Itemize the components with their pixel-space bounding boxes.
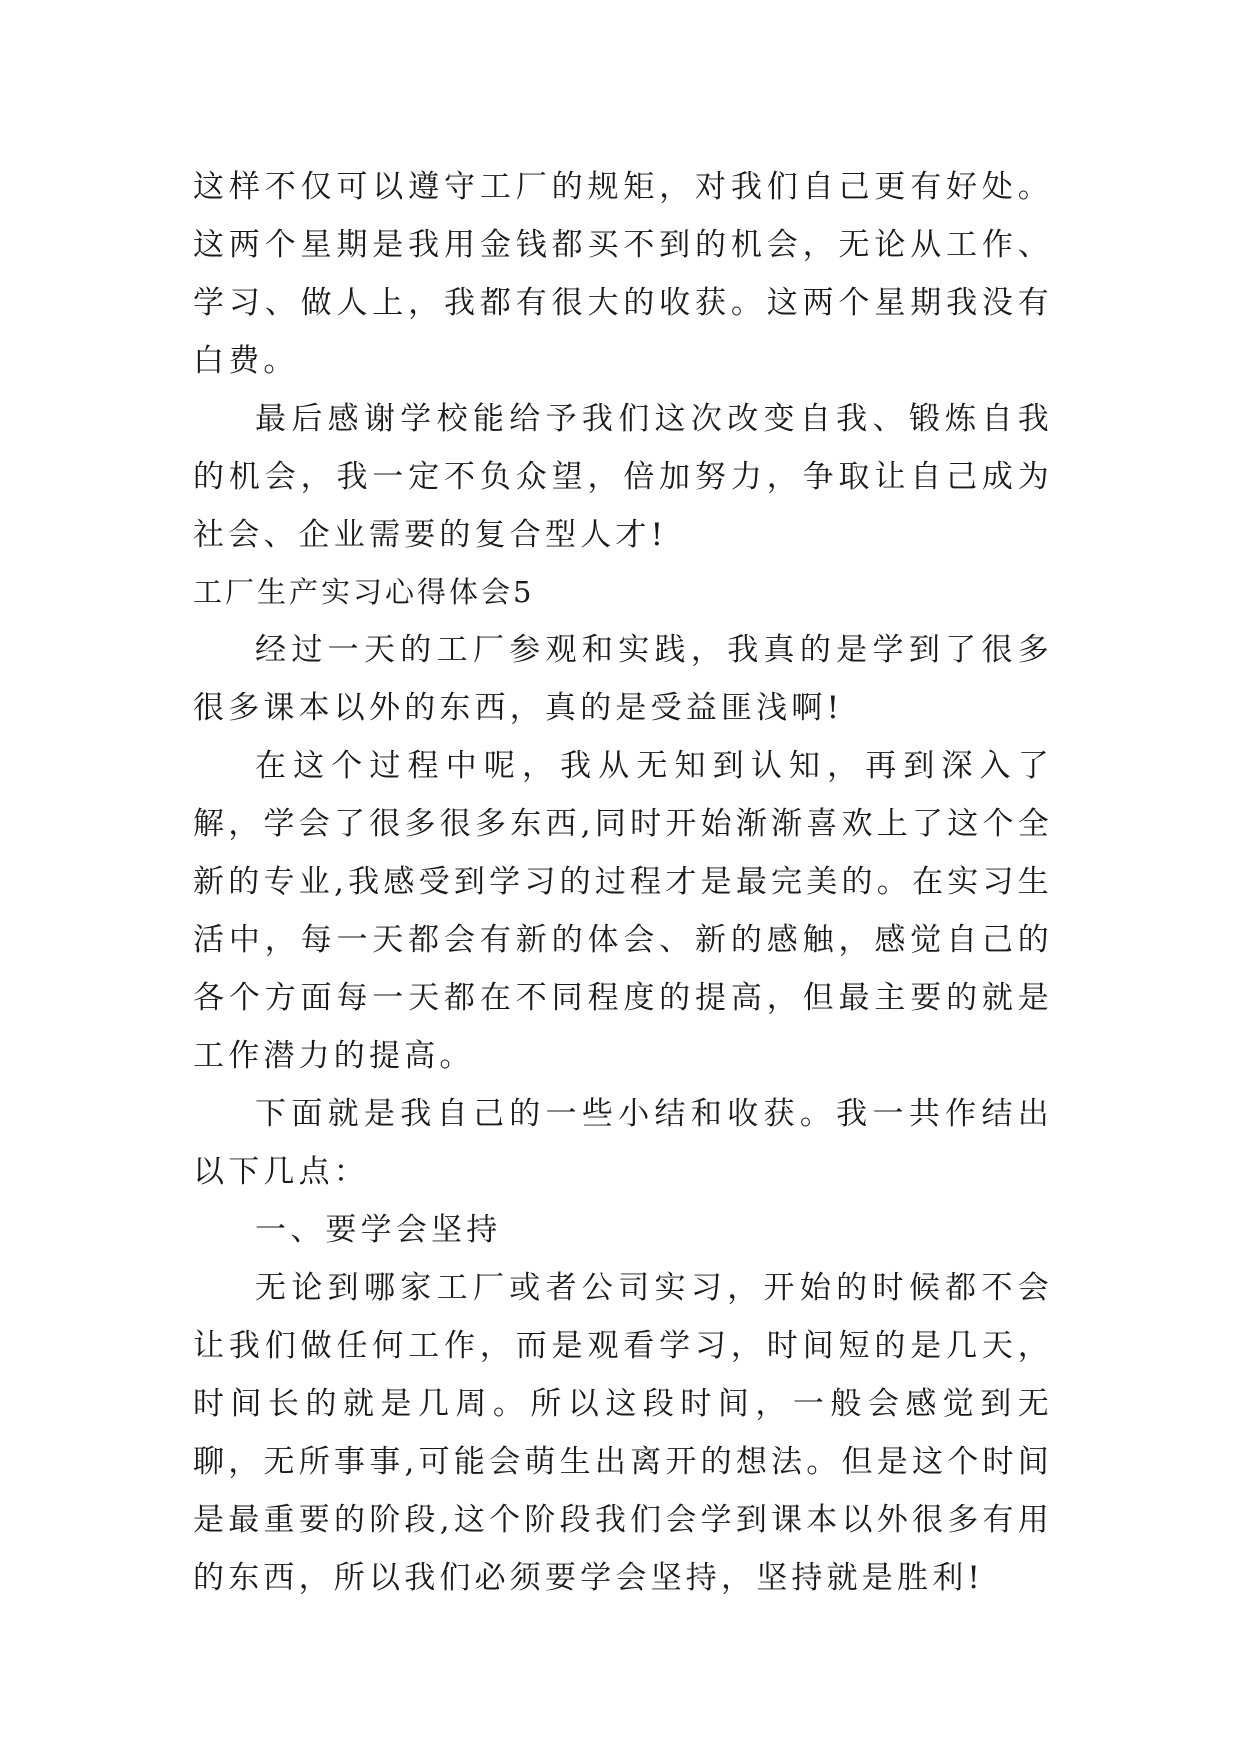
top-text-block xyxy=(193,158,1053,564)
point-one-heading: 一、要学会坚持 xyxy=(255,1212,502,1248)
section-text-block xyxy=(193,563,1053,1607)
paragraph-continued: 这样不仅可以遵守工厂的规矩，对我们自己更有好处。这两个星期是我用金钱都买不到的机会，无论从工作、学习、做人上，我都有很大的收获。这两个星期我没有白费。 xyxy=(193,169,1053,379)
paragraph-point-one: 无论到哪家工厂或者公司实习，开始的时候都不会让我们做任何工作，而是观看学习，时间短的是几天，时间长的就是几周。所以这段时间，一般会感觉到无聊，无所事事,可能会萌生出离开的想法。但是这个时间是最重要的阶段,这个阶段我们会学到课本以外很多有用的东西，所以我们必须要学会坚持，坚持就是胜利! xyxy=(193,1270,1053,1596)
paragraph-process: 在这个过程中呢，我从无知到认知，再到深入了解，学会了很多很多东西,同时开始渐渐喜欢上了这个全新的专业,我感受到学习的过程才是最完美的。在实习生活中，每一天都会有新的体会、新的感触，感觉自己的各个方面每一天都在不同程度的提高，但最主要的就是工作潜力的提高。 xyxy=(193,748,1053,1074)
paragraph-closing: 最后感谢学校能给予我们这次改变自我、锻炼自我的机会，我一定不负众望，倍加努力，争取让自己成为社会、企业需要的复合型人才! xyxy=(193,401,1053,553)
section-title: 工厂生产实习心得体会5 xyxy=(193,575,535,609)
paragraph-summary-lead: 下面就是我自己的一些小结和收获。我一共作结出以下几点： xyxy=(193,1096,1053,1190)
paragraph-intro: 经过一天的工厂参观和实践，我真的是学到了很多很多课本以外的东西，真的是受益匪浅啊! xyxy=(193,632,1053,726)
